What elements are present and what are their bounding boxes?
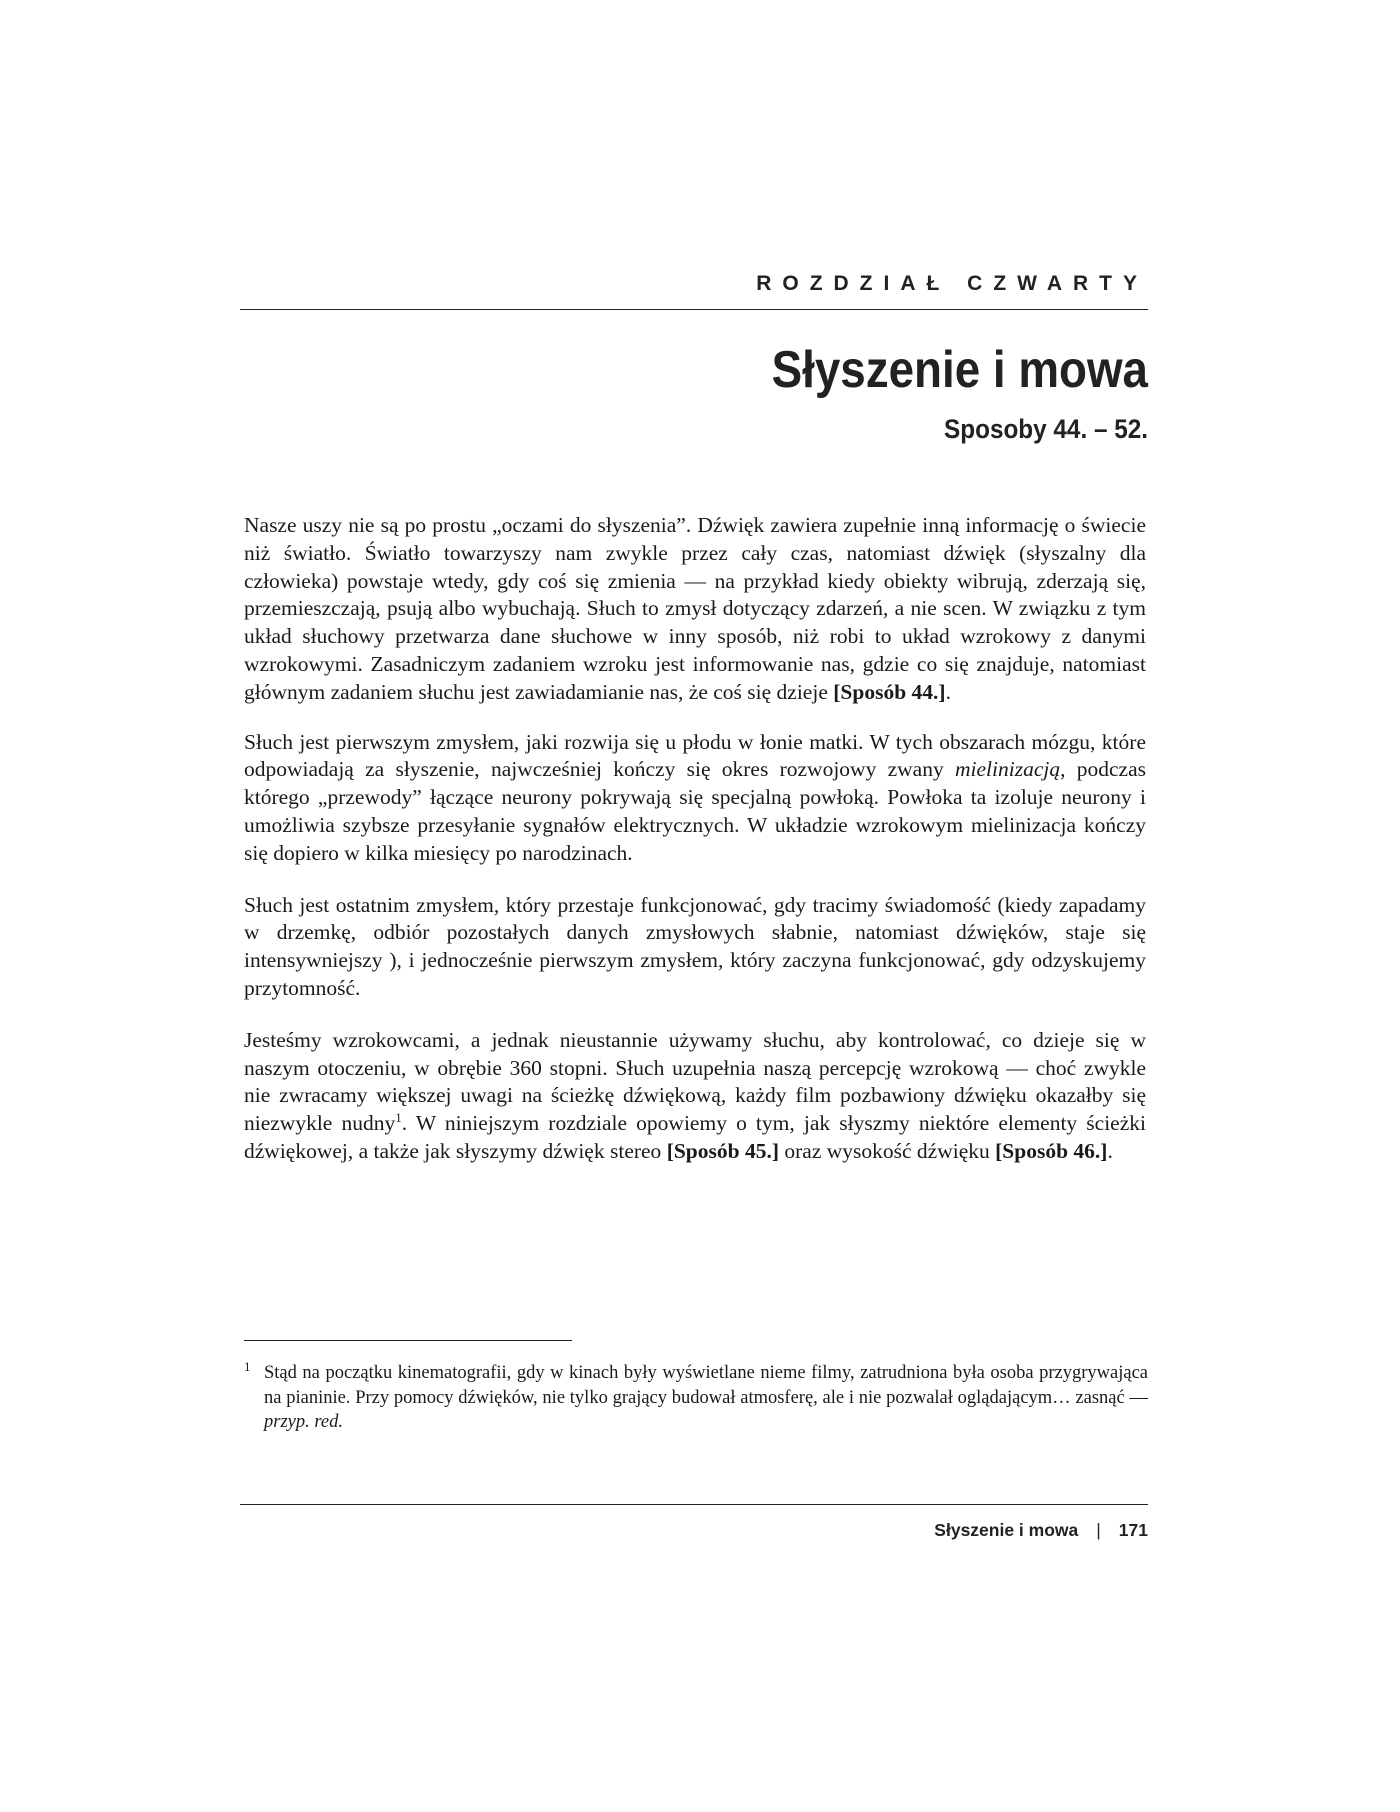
hack-reference-44[interactable]: [Sposób 44.]	[833, 679, 946, 704]
header-rule	[240, 309, 1148, 310]
paragraph-text: . W niniejszym rozdziale opowiemy o tym, jak słyszmy niektóre elementy ścieżki dźwiękowej, a także jak słyszymy dźwięk stereo	[244, 1111, 1146, 1163]
paragraph-4	[244, 1027, 1146, 1166]
page-number: 171	[1118, 1520, 1148, 1540]
footnote-rule	[244, 1340, 572, 1341]
paragraph-text: Słuch jest ostatnim zmysłem, który przestaje funkcjonować, gdy tracimy świadomość (kiedy zapadamy w drzemkę, odbiór pozostałych danych zmysłowych słabnie, natomiast dźwięków, staje się intensywniejszy ), i jednocześnie pierwszym zmysłem, który zaczyna funkcjonować, gdy odzyskujemy przytomność.	[244, 892, 1146, 1000]
paragraph-text: oraz wysokość dźwięku	[779, 1138, 996, 1163]
paragraph-text: .	[1107, 1138, 1113, 1163]
paragraph-1	[244, 512, 1146, 707]
footnote-number: 1	[244, 1359, 251, 1374]
running-title: Słyszenie i mowa	[934, 1520, 1079, 1540]
footnote-italic: przyp. red.	[264, 1412, 343, 1432]
footnote-reference[interactable]: 1	[395, 1109, 402, 1125]
paragraph-text: Słuch jest pierwszym zmysłem, jaki rozwija się u płodu w łonie matki. W tych obszarach mózgu, które odpowiadają za słyszenie, najwcześniej kończy się okres rozwojowy zwany	[244, 729, 1146, 782]
hack-reference-45[interactable]: [Sposób 45.]	[666, 1138, 779, 1163]
paragraph-text: Nasze uszy nie są po prostu „oczami do słyszenia”. Dźwięk zawiera zupełnie inną informację o świecie niż światło. Światło towarzyszy nam zwykle przez cały czas, natomiast dźwięk (słyszalny dla człowieka) powstaje wtedy, gdy coś się zmienia — na przykład kiedy obiekty wibrują, zderzają się, przemieszczają, psują albo wybuchają. Słuch to zmysł dotyczący zdarzeń, a nie scen. W związku z tym układ słuchowy przetwarza dane słuchowe w inny sposób, niż robi to układ wzrokowy z danymi wzrokowymi. Zasadniczym zadaniem wzroku jest informowanie nas, gdzie co się znajduje, natomiast głównym zadaniem słuchu jest zawiadamianie nas, że coś się dzieje	[244, 513, 1146, 704]
footer-rule	[240, 1504, 1148, 1505]
chapter-title: Słyszenie i mowa	[771, 341, 1148, 399]
paragraph-2	[244, 729, 1146, 868]
paragraph-text: .	[945, 679, 951, 704]
paragraph-3	[244, 892, 1146, 1003]
chapter-label: ROZDZIAŁ CZWARTY	[756, 272, 1148, 295]
chapter-subtitle: Sposoby 44. – 52.	[944, 414, 1148, 444]
italic-term: mielinizacją	[955, 757, 1061, 782]
footnote-text	[264, 1361, 1148, 1435]
footer-separator: |	[1096, 1520, 1101, 1540]
paragraph-text: Jesteśmy wzrokowcami, a jednak nieustannie używamy słuchu, aby kontrolować, co dzieje się w naszym otoczeniu, w obrębie 360 stopni. Słuch uzupełnia naszą percepcję wzrokową — choć zwykle nie zwracamy większej uwagi na ścieżkę dźwiękową, każdy film pozbawiony dźwięku okazałby się niezwykle nudny	[244, 1027, 1146, 1136]
footnote	[244, 1361, 1148, 1435]
body-text	[244, 512, 1146, 1188]
paragraph-text: , podczas którego „przewody” łączące neurony pokrywają się specjalną powłoką. Powłoka ta izoluje neurony i umożliwia szybsze przesyłanie sygnałów elektrycznych. W układzie wzrokowym mielinizacja kończy się dopiero w kilka miesięcy po narodzinach.	[244, 757, 1147, 865]
hack-reference-46[interactable]: [Sposób 46.]	[995, 1138, 1108, 1163]
footnote-text-body: Stąd na początku kinematografii, gdy w kinach były wyświetlane nieme filmy, zatrudniona była osoba przygrywająca na pianinie. Przy pomocy dźwięków, nie tylko grający budował atmosferę, ale i nie pozwalał oglądającym… zasnąć —	[264, 1363, 1148, 1408]
page-footer	[240, 1519, 1148, 1541]
